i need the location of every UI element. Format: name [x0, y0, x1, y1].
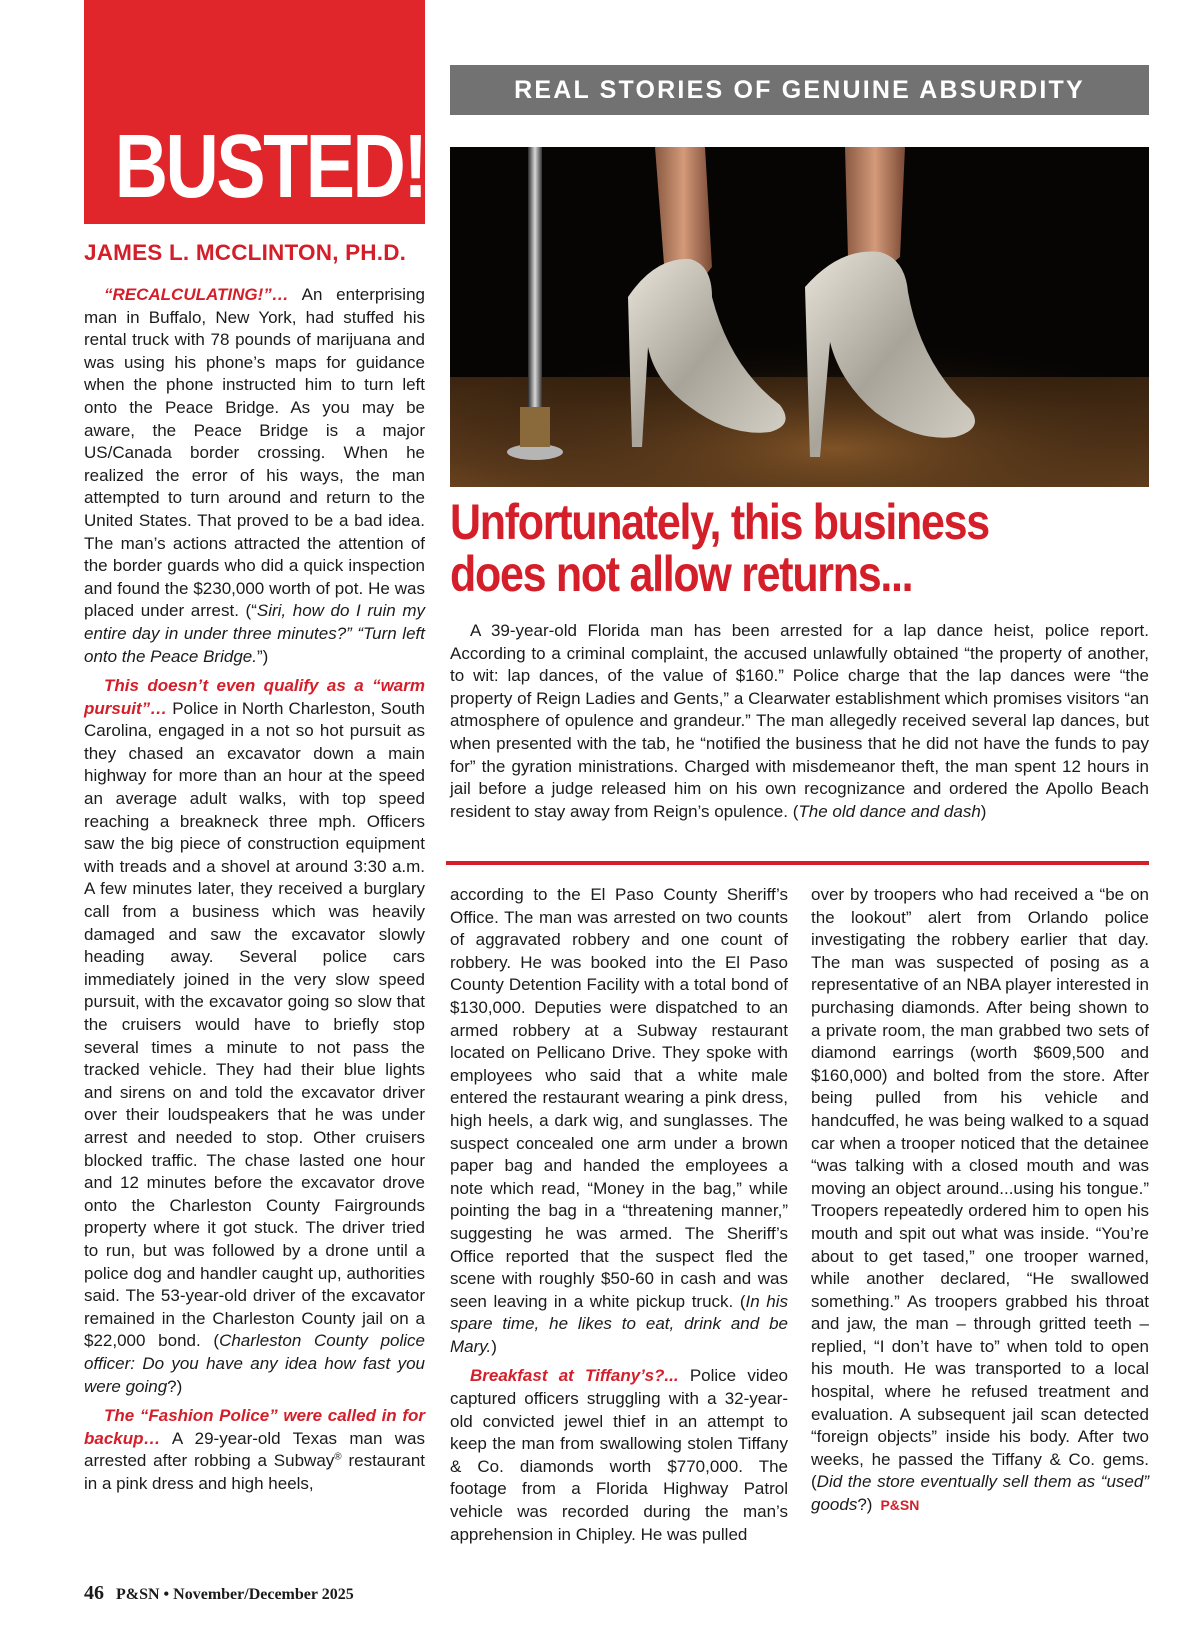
section-banner: REAL STORIES OF GENUINE ABSURDITY	[450, 65, 1149, 115]
section-divider	[446, 861, 1149, 865]
story-quip: Siri, how do I ruin my entire day in under three minutes?” “Turn left onto the Peace Bridge.	[84, 601, 425, 666]
story-text: Police in North Charleston, South Carolina, engaged in a not so hot pursuit as they chased an excavator down a main highway for more than an hour at the speed an average adult walks, with top speed reaching a breakneck three mph. Officers saw the big piece of construction equipment with treads and a shovel at around 3:30 a.m. A few minutes later, they received a burglary call from a business which was heavily damaged and saw the excavator slowly heading away. Several police cars immediately joined in the very slow speed pursuit, with the excavator going so slow that the cruisers would have to briefly stop several times a minute to not pass the tracked vehicle. They had their blue lights and sirens on and told the excavator driver over their loudspeakers that he was under arrest and needed to stop. Other cruisers blocked traffic. The chase lasted one hour and 12 minutes before the excavator drove onto the Charleston County Fairgrounds property where it got stuck. The driver tried to run, but was followed by a drone until a police dog and handler caught up, authorities said. The 53-year-old driver of the excavator remained in the Charleston County jail on a $22,000 bond. (	[84, 698, 425, 1351]
end-mark: P&SN	[880, 1497, 920, 1514]
story-warm-pursuit	[84, 675, 425, 1398]
feature-quip: The old dance and dash	[798, 801, 981, 821]
story-recalculating	[84, 284, 425, 668]
story-close: ”)	[256, 646, 269, 666]
story-tiffany	[450, 1365, 788, 1546]
story-text: An enterprising man in Buffalo, New York, had stuffed his rental truck with 78 pounds of marijuana and was using his phone’s maps for guidance when the phone instructed him to turn left onto the Peace Bridge. As you may be aware, the Peace Bridge is a major US/Canada border crossing. When he realized the error of his ways, the man attempted to turn around and return to the United States. That proved to be a bad idea. The man’s actions attracted the attention of the border guards who did a quick inspection and found the $230,000 worth of pot. He was placed under arrest. (“	[84, 285, 425, 621]
story-lead: “RECALCULATING!”…	[104, 285, 289, 304]
story-quip: Did the store eventually sell them as “used” goods	[811, 1472, 1149, 1515]
feature-body-text: A 39-year-old Florida man has been arrested for a lap dance heist, police report. According to a criminal complaint, the accused unlawfully obtained “the property of another, to wit: lap dances, of the value of $160.” Police charge that the lap dances were “the property of Reign Ladies and Gents,” a Clearwater establishment which promises visitors “an atmosphere of opulence and grandeur.” The man allegedly received several lap dances, but when presented with the tab, he “notified the business that he did not have the funds to pay for” the gyration ministrations. Charged with misdemeanor theft, the man spent 12 hours in jail before a judge released him on his own recognizance and ordered the Apollo Beach resident to stay away from Reign’s opulence. (	[450, 621, 1149, 821]
story-text: restaurant in a pink dress and high heels,	[84, 1451, 426, 1493]
story-lead: The “Fashion Police” were called in for backup…	[84, 1406, 425, 1448]
author-byline: JAMES L. MCCLINTON, PH.D.	[84, 240, 407, 265]
right-column	[811, 884, 1149, 1524]
masthead-box	[84, 0, 425, 224]
feature-headline	[450, 496, 1069, 600]
middle-column	[450, 884, 788, 1553]
masthead-title: BUSTED!	[114, 117, 426, 217]
story-text: over by troopers who had received a “be on the lookout” alert from Orlando police investigating the robbery earlier that day. The man was suspected of posing as a representative of an NBA player interested in purchasing diamonds. After being shown to a private room, the man grabbed two sets of diamond earrings (worth $609,500 and $160,000) and bolted from the store. After being pulled from his vehicle and handcuffed, he was being walked to a squad car when a trooper noticed that the detainee “was talking with a closed mouth and was moving an object around...using his tongue.” Troopers repeatedly ordered him to open his mouth and spit out what was inside. “You’re about to get tased,” one trooper warned, while another declared, “He swallowed something.” As troopers grabbed his throat and jaw, the man – through gritted teeth – replied, “I don’t have to” when told to open his mouth. He was transported to a local hospital, where he refused treatment and evaluation. A subsequent jail scan detected “foreign objects” inside his body. After two weeks, he passed the Tiffany & Co. gems. (	[811, 885, 1149, 1492]
story-close: ?)	[167, 1376, 183, 1396]
story-lead: Breakfast at Tiffany’s?...	[470, 1366, 679, 1386]
page-number: 46	[84, 1582, 104, 1604]
story-fashion-police	[84, 1405, 425, 1495]
story-close: ?)	[857, 1495, 873, 1515]
story-tiffany-cont	[811, 884, 1149, 1517]
story-fashion-police-cont	[450, 884, 788, 1358]
feature-body	[450, 620, 1149, 823]
story-quip: Charleston County police officer: Do you have any idea how fast you were going	[84, 1331, 425, 1396]
feature-headline-line1: Unfortunately, this business	[450, 494, 989, 550]
feature-headline-line2: does not allow returns...	[450, 546, 913, 602]
feature-close: )	[980, 801, 987, 821]
story-lead: This doesn’t even qualify as a “warm pursuit”…	[84, 676, 425, 718]
registered-mark: ®	[334, 1451, 342, 1463]
page-footer	[84, 1582, 354, 1605]
left-column	[84, 284, 425, 1502]
publication-info: P&SN • November/December 2025	[116, 1586, 354, 1603]
story-text: A 29-year-old Texas man was arrested after robbing a Subway	[84, 1428, 425, 1471]
high-heels-illustration	[450, 147, 1149, 487]
story-close: )	[491, 1336, 497, 1356]
story-quip: In his spare time, he likes to eat, drink and be Mary.	[450, 1291, 788, 1356]
story-text: according to the El Paso County Sheriff’s Office. The man was arrested on two counts of aggravated robbery and one count of robbery. He was booked into the El Paso County Detention Facility with a total bond of $130,000. Deputies were dispatched to an armed robbery at a Subway restaurant located on Pellicano Drive. They spoke with employees who said that a white male entered the restaurant wearing a pink dress, high heels, a dark wig, and sunglasses. The suspect concealed one arm under a brown paper bag and handed the employees a note which read, “Money in the bag,” while pointing the bag in a “threatening manner,” suggesting he was armed. The Sheriff’s Office reported that the suspect fled the scene with roughly $50-60 in cash and was seen leaving in a white pickup truck. (	[450, 885, 788, 1311]
story-text: Police video captured officers struggling with a 32-year-old convicted jewel thief in an attempt to keep the man from swallowing stolen Tiffany & Co. diamonds worth $770,000. The footage from a Florida Highway Patrol vehicle was recorded during the man’s apprehension in Chipley. He was pulled	[450, 1366, 788, 1544]
feature-photo	[450, 147, 1149, 487]
